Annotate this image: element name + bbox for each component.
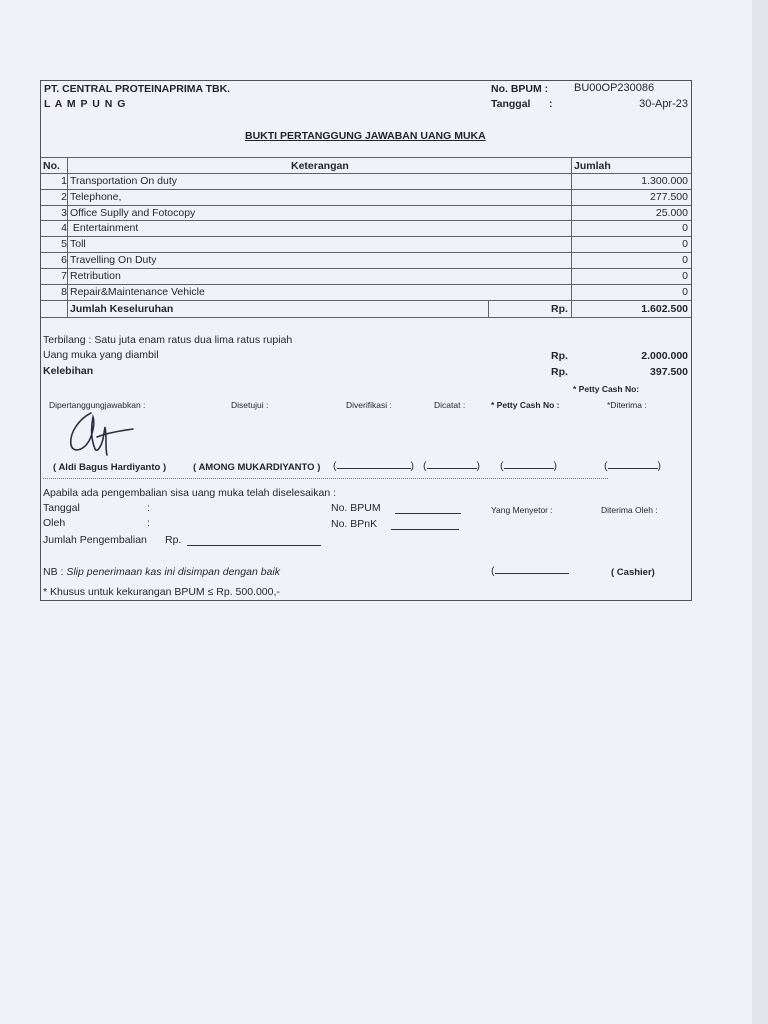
signature-divider: [43, 478, 608, 479]
col-amount-header: Jumlah: [574, 160, 611, 172]
row-amount: 0: [682, 270, 688, 282]
row-description: Toll: [70, 238, 86, 250]
row-number: 1: [61, 175, 67, 187]
recorder-signature-blank[interactable]: ( ): [423, 460, 480, 472]
row-description: Office Suplly and Fotocopy: [70, 207, 196, 219]
row-description: Telephone,: [70, 191, 122, 203]
received-label: *Diterima :: [607, 400, 647, 410]
verified-label: Diverifikasi :: [346, 400, 392, 410]
table-row: [41, 222, 691, 237]
paper-edge: [752, 0, 768, 1024]
recorded-label: Dicatat :: [434, 400, 466, 410]
refund-intro: Apabila ada pengembalian sisa uang muka telah diselesaikan :: [43, 487, 337, 499]
table-top-rule: [41, 157, 691, 158]
excess-value: 397.500: [650, 366, 688, 378]
row-description: Entertainment: [70, 222, 139, 234]
table-row: [41, 175, 691, 190]
approver-name: ( AMONG MUKARDIYANTO ): [193, 462, 321, 473]
advance-value: 2.000.000: [641, 350, 688, 362]
row-amount: 0: [682, 254, 688, 266]
total-currency: Rp.: [551, 303, 568, 315]
footnote: * Khusus untuk kekurangan BPUM ≤ Rp. 500.000,-: [43, 586, 280, 598]
refund-bpum-label: No. BPUM: [331, 502, 381, 514]
row-description: Repair&Maintenance Vehicle: [70, 286, 205, 298]
col-no-header: No.: [43, 160, 60, 172]
advance-currency: Rp.: [551, 350, 568, 362]
responsible-name: ( Aldi Bagus Hardiyanto ): [53, 462, 167, 473]
row-amount: 1.300.000: [641, 175, 688, 187]
refund-amount-field[interactable]: [187, 533, 321, 546]
table-row: [41, 207, 691, 222]
refund-date-label: Tanggal: [43, 502, 80, 514]
verifier-signature-blank[interactable]: ( ): [333, 460, 414, 472]
petty-cash-signature-blank[interactable]: ( ): [500, 460, 557, 472]
signature-mark: [61, 407, 137, 459]
date-label: Tanggal: [491, 98, 531, 110]
responsible-label: Dipertanggungjawabkan :: [49, 400, 146, 410]
table-row: [41, 191, 691, 206]
date-value: 30-Apr-23: [639, 98, 688, 110]
table-row: [41, 286, 691, 301]
refund-by-label: Oleh: [43, 517, 66, 529]
nb-note: NB : Slip penerimaan kas ini disimpan dengan baik: [43, 566, 280, 578]
row-amount: 0: [682, 222, 688, 234]
row-amount: 0: [682, 286, 688, 298]
table-row: [41, 254, 691, 269]
total-value: 1.602.500: [641, 303, 688, 315]
refund-amount-label: Jumlah Pengembalian: [43, 534, 147, 546]
row-amount: 25.000: [655, 207, 688, 219]
excess-label: Kelebihan: [43, 365, 94, 377]
row-description: Transportation On duty: [70, 175, 177, 187]
advance-label: Uang muka yang diambil: [43, 349, 159, 361]
form-title: BUKTI PERTANGGUNG JAWABAN UANG MUKA: [245, 130, 486, 142]
receiver-signature-blank[interactable]: ( ): [604, 460, 661, 472]
company-branch: L A M P U N G: [44, 98, 127, 110]
col-desc-header: Keterangan: [291, 160, 349, 172]
cashier-signature-blank[interactable]: (: [491, 565, 569, 577]
row-number: 8: [61, 286, 67, 298]
row-amount: 277.500: [650, 191, 688, 203]
refund-bpum-field[interactable]: [395, 501, 461, 514]
row-number: 4: [61, 222, 67, 234]
table-row: [41, 238, 691, 253]
depositor-label: Yang Menyetor :: [491, 505, 553, 515]
bpum-form: PT. CENTRAL PROTEINAPRIMA TBK. L A M P U N G No. BPUM : BU00OP230086 Tanggal : 30-Apr-23 BUKTI PERTANGGUNG JAWABAN UANG MUKA No. Keterangan Jumlah 1 Transportation On duty 1.300.000 2 Telephone, 277.500 3 Office Suplly and Fotocopy 25.000 4 Entertainment 0 5 Toll 0 6 Travelling On Duty 0 7 Retribution 0 8 Repair&Maintenance Vehicle 0 Jumlah Keseluruhan Rp. 1.602.500 Terbilang : Satu juta enam ratus dua lima ratus rupiah Uang muka yang diambil Rp. 2.000.000 Kelebihan Rp. 397.500 * Petty Cash No: Dipertanggungjawabkan : Disetujui : Diverifikasi : Dicatat : * Petty Cash No : *Diterima : ( Aldi Bagus Hardiyanto ) ( AMONG MUKARDIYANTO ) ( ) ( ) ( ) ( ) Apabila ada pengembalian sisa uang muka telah diselesaikan : Tanggal : Oleh : No. BPUM No. BPnK Yang Menyetor : Diterima Oleh : Jumlah Pengembalian Rp. NB : Slip penerimaan kas ini disimpan dengan baik ( ( Cashier) * Khusus untuk kekurangan BPUM ≤ Rp. 500.000,-: [40, 80, 692, 601]
table-bottom-rule: [41, 317, 691, 318]
row-number: 2: [61, 191, 67, 203]
cashier-label: ( Cashier): [611, 567, 655, 578]
refund-receiver-label: Diterima Oleh :: [601, 505, 658, 515]
row-number: 7: [61, 270, 67, 282]
excess-currency: Rp.: [551, 366, 568, 378]
table-row: [41, 270, 691, 285]
amount-in-words: Terbilang : Satu juta enam ratus dua lima ratus rupiah: [43, 334, 293, 346]
row-description: Travelling On Duty: [70, 254, 157, 266]
refund-bpnk-field[interactable]: [391, 517, 459, 530]
bpum-label: No. BPUM :: [491, 83, 549, 95]
row-amount: 0: [682, 238, 688, 250]
table-header-rule: [41, 173, 691, 174]
petty-cash-note: * Petty Cash No:: [573, 384, 640, 394]
petty-cash-label: * Petty Cash No :: [491, 400, 560, 410]
date-colon: :: [549, 98, 553, 110]
total-label: Jumlah Keseluruhan: [70, 303, 174, 315]
row-number: 5: [61, 238, 67, 250]
approved-label: Disetujui :: [231, 400, 269, 410]
company-name: PT. CENTRAL PROTEINAPRIMA TBK.: [44, 83, 231, 95]
row-number: 6: [61, 254, 67, 266]
refund-amount-currency: Rp.: [165, 534, 182, 546]
row-number: 3: [61, 207, 67, 219]
row-description: Retribution: [70, 270, 121, 282]
refund-bpnk-label: No. BPnK: [331, 518, 378, 530]
bpum-value: BU00OP230086: [574, 82, 655, 94]
